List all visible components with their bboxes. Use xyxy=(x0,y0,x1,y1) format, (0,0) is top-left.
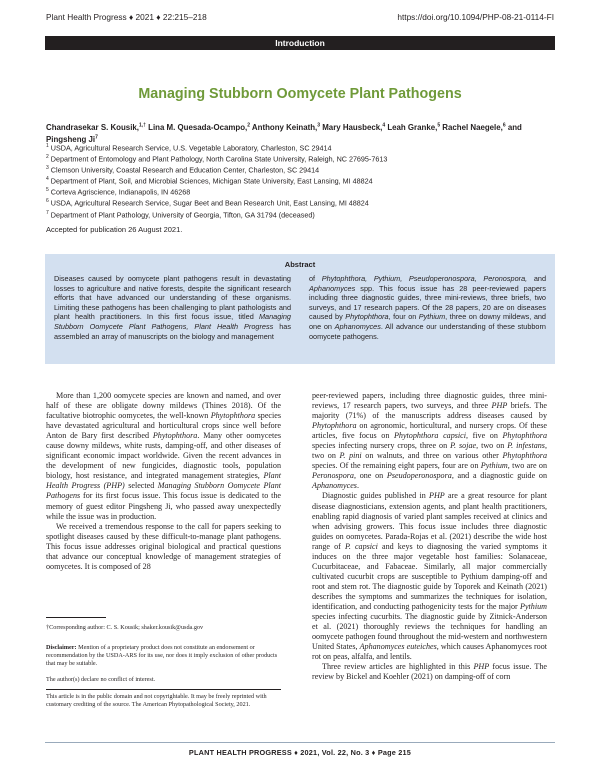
copyright-note: This article is in the public domain and not copyrightable. It may be freely reprinted with customary crediting of the source. The American Phytopathological Society, 2021. xyxy=(46,693,267,708)
body-column-right xyxy=(312,391,547,682)
corresponding-author: †Corresponding author: C. S. Kousik; shaker.kousik@usda.gov xyxy=(46,624,204,631)
paragraph: peer-reviewed papers, including three diagnostic guides, three mini-reviews, 17 research papers, two surveys, and three PHP briefs. The majority (71%) of the manuscripts address diseases caused by Phytophthora on agronomic, horticultural, and nursery crops. Of these articles, five focus on Phytophthora capsici, five on Phytophthora species infecting nursery crops, three on P. sojae, two on P. infestans, two on P. pini on walnuts, and three on various other Phytophthora species. Of the remaining eight papers, four are on Pythium, two are on Peronospora, one on Pseudoperonospora, and a diagnostic guide on Aphanomyces. xyxy=(312,391,548,491)
conflict-of-interest: The author(s) declare no conflict of interest. xyxy=(46,676,156,683)
author: Rachel Naegele,$^6$ xyxy=(442,122,506,132)
paragraph: We received a tremendous response to the call for papers seeking to spotlight diseases caused by these difficult-to-manage plant pathogens. This focus issue addresses original biological and practical questions that advance our conceptual knowledge of management strategies of oomycetes. It is composed of 28 xyxy=(46,521,281,571)
abstract-heading: Abstract xyxy=(284,260,316,269)
affiliation: $^4$ Department of Plant, Soil, and Microbial Sciences, Michigan State University, East Lansing, MI 48824 xyxy=(46,176,373,186)
affiliation: $^7$ Department of Plant Pathology, University of Georgia, Tifton, GA 31794 (deceased) xyxy=(46,209,315,219)
doi-link[interactable]: https://doi.org/10.1094/PHP-08-21-0114-FI xyxy=(397,12,554,22)
footnote-rule xyxy=(46,617,106,618)
paragraph: More than 1,200 oomycete species are known and named, and over half of these are obligate downy mildews (Thines 2018). Of the facultative biotrophic oomycetes, the well-known Phytophthora species have devastated agricultural and horticultural crops since well before Anton de Bary first described Phytophthora. Many other oomycetes cause downy mildews, white rusts, damping-off, and other diseases of significant economic impact worldwide. Given the recent advances in the development of new fungicides, diagnostic tools, population biology, host resistance, and integrated management strategies, Plant Health Progress (PHP) selected Managing Stubborn Oomycete Plant Pathogens for its first focus issue. This focus issue is dedicated to the memory of guest editor Pingsheng Ji, who passed away unexpectedly while the issue was in production. xyxy=(46,391,282,521)
author: Anthony Keinath,$^3$ xyxy=(251,122,321,132)
article-title: Managing Stubborn Oomycete Plant Pathogens xyxy=(138,86,462,102)
journal-info: Plant Health Progress ♦ 2021 ♦ 22:215–218 xyxy=(46,12,207,22)
affiliation: $^5$ Corteva Agriscience, Indianapolis, IN 46268 xyxy=(46,187,191,197)
author: and Pingsheng Ji$^7$ xyxy=(46,122,522,145)
footnotes xyxy=(46,624,281,694)
affiliation: $^6$ USDA, Agricultural Research Service, Sugar Beet and Bean Research Unit, East Lansing, MI 48824 xyxy=(46,198,369,208)
page-footer: PLANT HEALTH PROGRESS ♦ 2021, Vol. 22, No. 3 ♦ Page 215 xyxy=(188,748,412,757)
paragraph: Three review articles are highlighted in this PHP focus issue. The review by Bickel and Koehler (2021) on damping-off of corn xyxy=(312,662,547,682)
abstract-column-left: Diseases caused by oomycete plant pathogens result in devastating losses to agriculture and native forests, despite the significant research efforts that have advanced our understanding of these organisms. Limiting these pathogens has been challenging to plant pathologists and plant health practitioners. In this first focus issue, titled Managing Stubborn Oomycete Plant Pathogens, Plant Health Progress has assembled an array of manuscripts on the biology and management xyxy=(54,274,291,341)
abstract-column-right: of Phytophthora, Pythium, Pseudoperonospora, Peronospora, and Aphanomyces spp. This focus issue has 28 peer-reviewed papers including three diagnostic guides, three mini-reviews, three briefs, two surveys, and 17 research papers. Of the 28 papers, 20 are on diseases caused by Phytophthora, four on Pythium, three on downy mildews, and one on Aphanomyces. All advance our understanding of these stubborn oomycete pathogens. xyxy=(309,274,546,341)
accepted-date: Accepted for publication 26 August 2021. xyxy=(46,225,183,234)
disclaimer: Disclaimer: Mention of a proprietary product does not constitute an endorsement or recommendation by the USDA-ARS for its use, nor does it imply exclusion of other products that may be suitable. xyxy=(46,644,278,667)
affiliation: $^3$ Clemson University, Coastal Research and Education Center, Charleston, SC 29414 xyxy=(46,165,320,175)
author: Chandrasekar S. Kousik,$^{1,\dagger}$ xyxy=(46,122,146,132)
author: Lina M. Quesada-Ocampo,$^2$ xyxy=(148,122,251,132)
affiliation: $^1$ USDA, Agricultural Research Service, U.S. Vegetable Laboratory, Charleston, SC 29414 xyxy=(46,143,332,153)
author: Leah Granke,$^5$ xyxy=(387,122,441,132)
paragraph: Diagnostic guides published in PHP are a great resource for plant disease diagnosticians, extension agents, and plant health practitioners, enabling rapid diagnosis of varied plant samples received at clinics and when advising growers. This focus issue includes three diagnostic guides on oomycetes. Parada-Rojas et al. (2021) describe the wide host range of P. capsici and keys to diagnosing the varied symptoms it induces on the three major vegetable host families: Solanaceae, Cucurbitaceae, and Fabaceae. Similarly, all major commercially cultivated cucurbit crops are susceptible to Pythium damping-off and root and stem rot. The diagnostic guide by Toporek and Keinath (2021) describes the symptoms and summarizes the techniques for isolation, identification, and conducting pathogenicity tests for the major Pythium species infecting cucurbits. The diagnostic guide by Zitnick-Anderson et al. (2021) thoroughly reviews the techniques for handling an oomycete pathogen found throughout the mid-western and northwestern United States, Aphanomyces euteiches, which causes Aphanomyces root rot on peas, alfalfa, and lentils. xyxy=(312,491,548,662)
footnote-separator xyxy=(46,689,281,690)
section-label: Introduction xyxy=(45,36,555,50)
body-column-left xyxy=(46,391,281,572)
affiliation-list xyxy=(46,142,556,220)
affiliation: $^2$ Department of Entomology and Plant Pathology, North Carolina State University, Raleigh, NC 27695-7613 xyxy=(46,154,388,164)
footer-rule xyxy=(45,742,555,743)
abstract-box xyxy=(45,254,555,364)
author: Mary Hausbeck,$^4$ xyxy=(322,122,386,132)
